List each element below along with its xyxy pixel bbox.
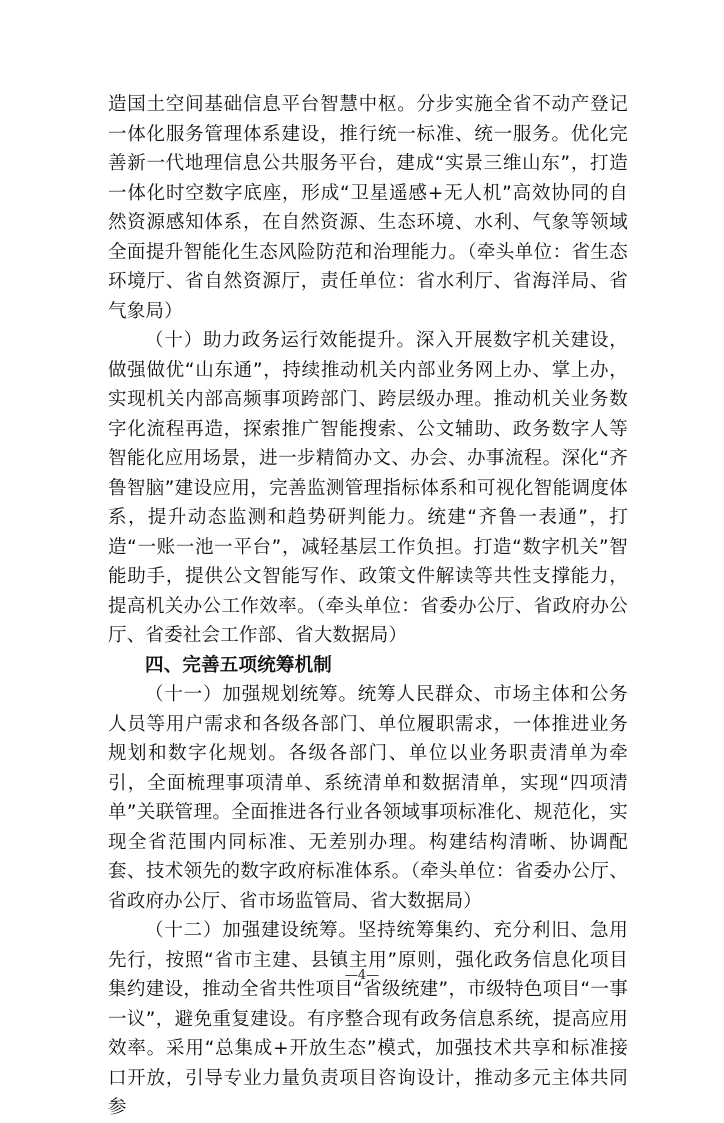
section-heading: 四、完善五项统筹机制 (145, 654, 333, 676)
paragraph-item-11: （十一）加强规划统筹。统筹人民群众、市场主体和公务人员等用户需求和各级各部门、单位履职需求，一体推进业务规划和数字化规划。各级各部门、单位以业务职责清单为牵引，全面梳理事项清单、系统清单和数据清单，实现“四项清单”关联管理。全面推进各行业各领域事项标准化、规范化，实现全省范围内同标准、无差别办理。构建结构清晰、协调配套、技术领先的数字政府标准体系。（牵头单位：省委办公厅、省政府办公厅、省市场监管局、省大数据局） (108, 684, 628, 912)
page-number: —4— (344, 968, 380, 983)
paragraph-item-12: （十二）加强建设统筹。坚持统筹集约、充分利旧、急用先行，按照“省市主建、县镇主用”原则，强化政务信息化项目集约建设，推动全省共性项目“省级统建”，市级特色项目“一事一议”，避免重复建设。有序整合现有政务信息系统，提高应用效率。采用“总集成+开放生态”模式，加强技术共享和标准接口开放，引导专业力量负责项目咨询设计，推动多元主体共同参 (108, 920, 628, 1118)
paragraph-item-10: （十）助力政务运行效能提升。深入开展数字机关建设，做强做优“山东通”，持续推动机关内部业务网上办、掌上办，实现机关内部高频事项跨部门、跨层级办理。推动机关业务数字化流程再造，探索推广智能搜索、公文辅助、政务数字人等智能化应用场景，进一步精简办文、办会、办事流程。深化“齐鲁智脑”建设应用，完善监测管理指标体系和可视化智能调度体系，提升动态监测和趋势研判能力。统建“齐鲁一表通”，打造“一账一池一平台”，减轻基层工作负担。打造“数字机关”智能助手，提供公文智能写作、政策文件解读等共性支撑能力，提高机关办公工作效率。（牵头单位：省委办公厅、省政府办公厅、省委社会工作部、省大数据局） (108, 330, 628, 646)
paragraph-continuation: 造国土空间基础信息平台智慧中枢。分步实施全省不动产登记一体化服务管理体系建设，推行统一标准、统一服务。优化完善新一代地理信息公共服务平台，建成“实景三维山东”，打造一体化时空数字底座，形成“卫星遥感+无人机”高效协同的自然资源感知体系，在自然资源、生态环境、水利、气象等领域全面提升智能化生态风险防范和治理能力。（牵头单位：省生态环境厅、省自然资源厅，责任单位：省水利厅、省海洋局、省气象局） (108, 94, 628, 322)
